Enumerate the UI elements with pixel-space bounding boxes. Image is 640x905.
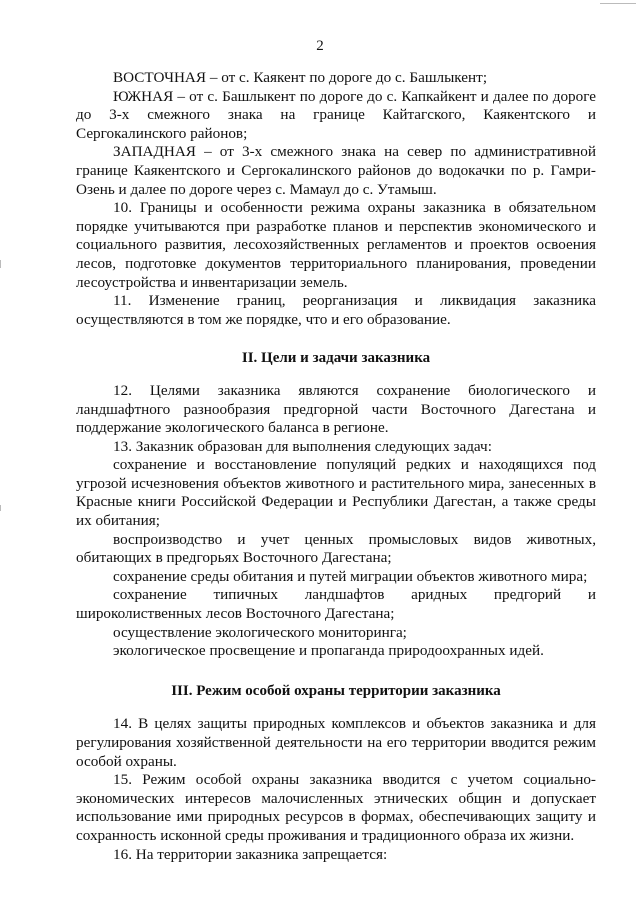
boundary-west: ЗАПАДНАЯ – от 3-х смежного знака на север по административной границе Каякентского и Сергокалинского районов до водокачки по р. Гамри-Озень и далее по дороге через с. Мамаул до с. Утамыш. (76, 143, 596, 198)
clause-12: 12. Целями заказника являются сохранение биологического и ландшафтного разнообразия предгорной части Восточного Дагестана и поддержание экологического баланса в регионе. (76, 381, 596, 437)
task-item: воспроизводство и учет ценных промысловых видов животных, обитающих в предгорьях Восточного Дагестана; (76, 530, 596, 567)
clause-15: 15. Режим особой охраны заказника вводится с учетом социально-экономических интересов малочисленных этнических общин и допускает использование ими природных ресурсов в формах, обеспечивающих защиту и сохранность исконной среды проживания и традиционного образа их жизни. (76, 771, 596, 844)
task-item: сохранение типичных ландшафтов аридных предгорий и широколиственных лесов Восточного Дагестана; (76, 586, 596, 623)
task-item: осуществление экологического мониторинга; (113, 623, 407, 641)
clause-10: 10. Границы и особенности режима охраны заказника в обязательном порядке учитываются при разработке планов и перспектив экономического и социального развития, лесохозяйственных регламентов и проектов освоения лесов, подготовке документов территориального планирования, проведении лесоустройства и инвентаризации земель. (76, 199, 596, 291)
page-number: 2 (316, 38, 324, 54)
clause-16: 16. На территории заказника запрещается: (113, 845, 388, 863)
task-item: экологическое просвещение и пропаганда природоохранных идей. (113, 642, 544, 660)
task-item: сохранение среды обитания и путей миграции объектов животного мира; (113, 567, 588, 585)
document-body (76, 69, 596, 864)
task-item: сохранение и восстановление популяций редких и находящихся под угрозой исчезновения объектов животного и растительного мира, занесенных в Красные книги Российской Федерации и Республики Дагестан, а также среды их обитания; (76, 456, 596, 530)
scan-artifact (600, 3, 636, 4)
boundary-south: ЮЖНАЯ – от с. Башлыкент по дороге до с. Капкайкент и далее по дороге до 3-х смежного знака на границе Кайтагского, Каякентского и Сергокалинского районов; (76, 87, 596, 142)
boundary-east: ВОСТОЧНАЯ – от с. Каякент по дороге до с. Башлыкент; (113, 69, 488, 86)
clause-13: 13. Заказник образован для выполнения следующих задач: (113, 437, 492, 455)
clause-11: 11. Изменение границ, реорганизация и ликвидация заказника осуществляются в том же порядке, что и его образование. (76, 292, 596, 328)
scan-artifact (0, 505, 1, 511)
clause-14: 14. В целях защиты природных комплексов и объектов заказника и для регулирования хозяйственной деятельности на его территории вводится режим особой охраны. (76, 715, 596, 770)
section-3-heading: III. Режим особой охраны территории заказника (171, 682, 501, 699)
section-2-heading: II. Цели и задачи заказника (241, 350, 431, 367)
scan-artifact (0, 260, 1, 268)
